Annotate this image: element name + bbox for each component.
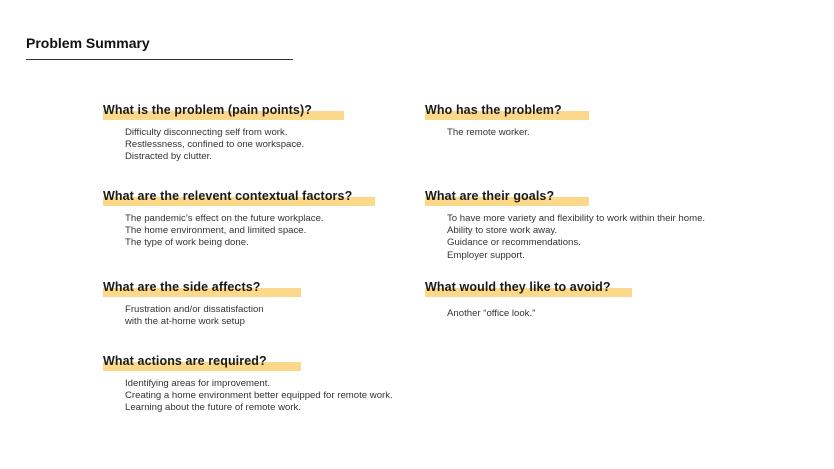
section-heading: What actions are required? — [103, 354, 267, 368]
section-actions-required — [103, 352, 393, 415]
section-list — [103, 378, 393, 415]
section-heading: What are their goals? — [425, 189, 555, 203]
section-list — [425, 213, 705, 262]
list-item: The type of work being done. — [125, 237, 249, 249]
list-item: Frustration and/or dissatisfaction — [125, 304, 264, 315]
list-item: The remote worker. — [447, 127, 530, 138]
section-heading: What would they like to avoid? — [425, 280, 611, 294]
section-list — [103, 213, 352, 250]
list-item: The pandemic’s effect on the future workplace. — [125, 213, 324, 224]
section-heading: Who has the problem? — [425, 103, 562, 117]
list-item: Learning about the future of remote work. — [125, 402, 301, 414]
title-underline — [26, 59, 293, 60]
list-item: Guidance or recommendations. — [447, 237, 581, 249]
section-list — [103, 127, 312, 164]
list-item: Employer support. — [447, 249, 525, 261]
section-like-to-avoid — [425, 278, 611, 320]
list-item: Ability to store work away. — [447, 225, 558, 237]
section-list — [425, 308, 611, 320]
section-pain-points — [103, 101, 312, 164]
list-item: To have more variety and flexibility to work within their home. — [447, 213, 706, 224]
section-heading: What are the relevent contextual factors? — [103, 189, 353, 203]
list-item: Difficulty disconnecting self from work. — [125, 127, 288, 138]
list-item: with the at-home work setup — [125, 316, 245, 328]
section-heading: What is the problem (pain points)? — [103, 103, 312, 117]
section-who-has-problem — [425, 101, 562, 139]
list-item: Restlessness, confined to one workspace. — [125, 139, 305, 151]
list-item: The home environment, and limited space. — [125, 225, 307, 237]
section-side-affects — [103, 278, 264, 328]
section-list — [425, 127, 562, 139]
list-item: Creating a home environment better equipped for remote work. — [125, 390, 393, 402]
page-title: Problem Summary — [26, 35, 150, 51]
section-heading: What are the side affects? — [103, 280, 261, 294]
list-item: Distracted by clutter. — [125, 151, 212, 163]
list-item: Identifying areas for improvement. — [125, 378, 271, 389]
section-their-goals — [425, 187, 705, 262]
section-list — [103, 304, 264, 328]
list-item: Another “office look.” — [447, 308, 536, 319]
section-contextual-factors — [103, 187, 352, 250]
